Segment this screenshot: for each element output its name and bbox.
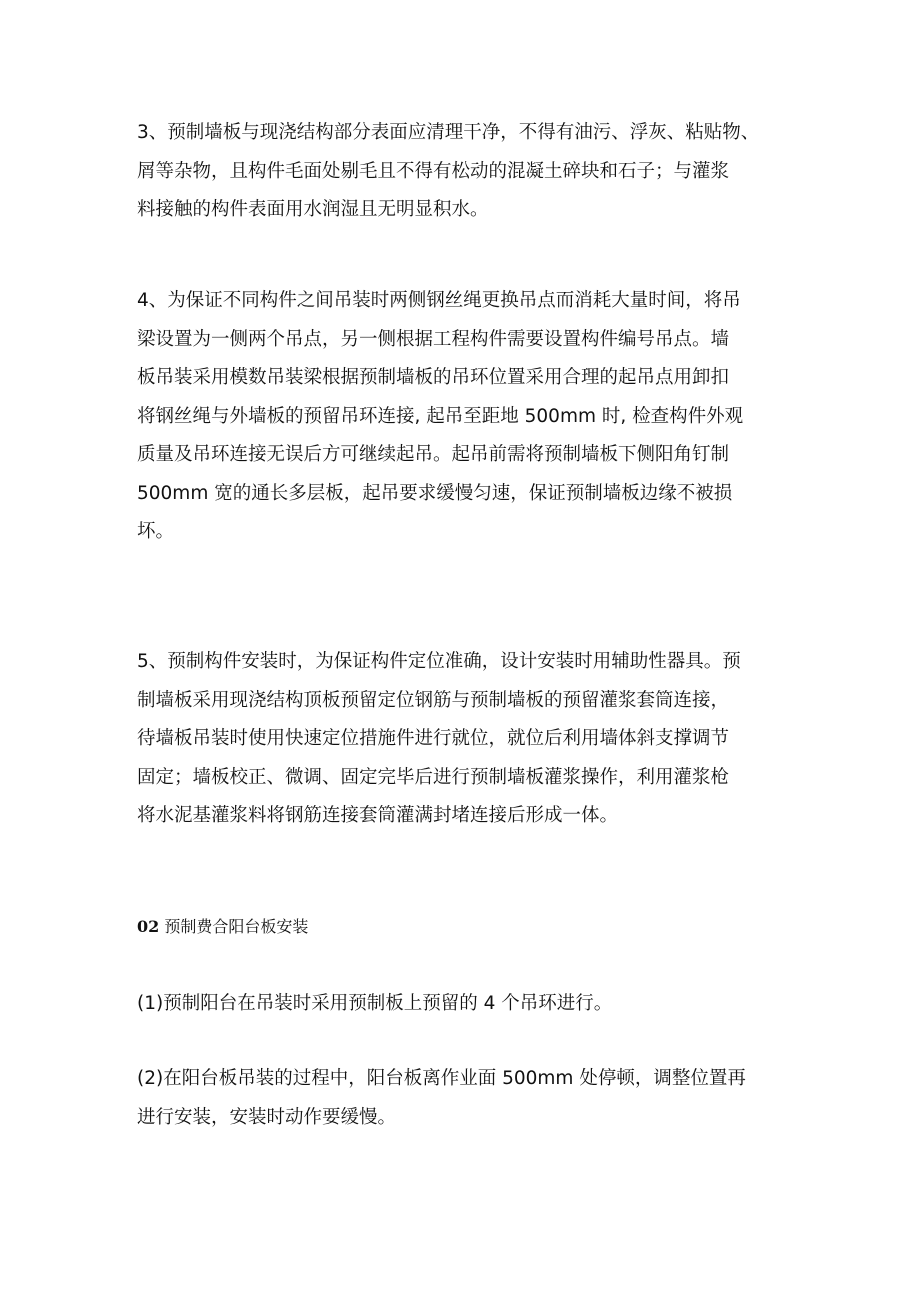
paragraph-item-3 [137,114,817,230]
text-line: 梁设置为一侧两个吊点，另一侧根据工程构件需要设置构件编号吊点。墙 [137,328,730,350]
text-line: (1)预制阳台在吊装时采用预制板上预留的 4 个吊环进行。 [137,993,613,1014]
text-line: 进行安装，安装时动作要缓慢。 [137,1106,397,1128]
text-line: 4、为保证不同构件之间吊装时两侧钢丝绳更换吊点而消耗大量时间，将吊 [137,290,741,311]
paragraph-item-2 [137,1060,817,1137]
text-line: 料接触的构件表面用水润湿且无明显积水。 [137,199,489,220]
text-line: 将水泥基灌浆料将钢筋连接套筒灌满封堵连接后形成一体。 [137,805,619,826]
text-line: 500mm 宽的通长多层板，起吊要求缓慢匀速，保证预制墙板边缘不被损 [137,482,733,504]
paragraph-item-5 [137,643,817,836]
text-line: 质量及吊环连接无误后方可继续起吊。起吊前需将预制墙板下侧阳角钉制 [137,444,730,465]
text-line: 3、预制墙板与现浇结构部分表面应清理干净，不得有油污、浮灰、粘贴物、 [137,122,760,143]
section-title: 预制费合阳台板安装 [159,917,309,936]
text-line: 制墙板采用现浇结构顶板预留定位钢筋与预制墙板的预留灌浆套筒连接， [137,689,730,711]
text-line: 屑等杂物，且构件毛面处剔毛且不得有松动的混凝土碎块和石子；与灌浆 [137,160,730,182]
text-line: 待墙板吊装时使用快速定位措施件进行就位，就位后利用墙体斜支撑调节 [137,728,730,749]
text-line: (2)在阳台板吊装的过程中，阳台板离作业面 500mm 处停顿，调整位置再 [137,1068,746,1089]
text-line: 5、预制构件安装时，为保证构件定位准确，设计安装时用辅助性器具。预 [137,651,741,672]
section-heading [137,915,308,939]
paragraph-item-1 [137,985,817,1024]
text-line: 将钢丝绳与外墙板的预留吊环连接, 起吊至距地 500mm 时, 检查构件外观 [137,405,744,427]
paragraph-item-4 [137,282,817,552]
section-number: 02 [137,917,160,936]
text-line: 坏。 [137,521,175,542]
text-line: 板吊装采用模数吊装梁根据预制墙板的吊环位置采用合理的起吊点用卸扣 [137,367,730,388]
text-line: 固定；墙板校正、微调、固定完毕后进行预制墙板灌浆操作，利用灌浆枪 [137,766,730,788]
